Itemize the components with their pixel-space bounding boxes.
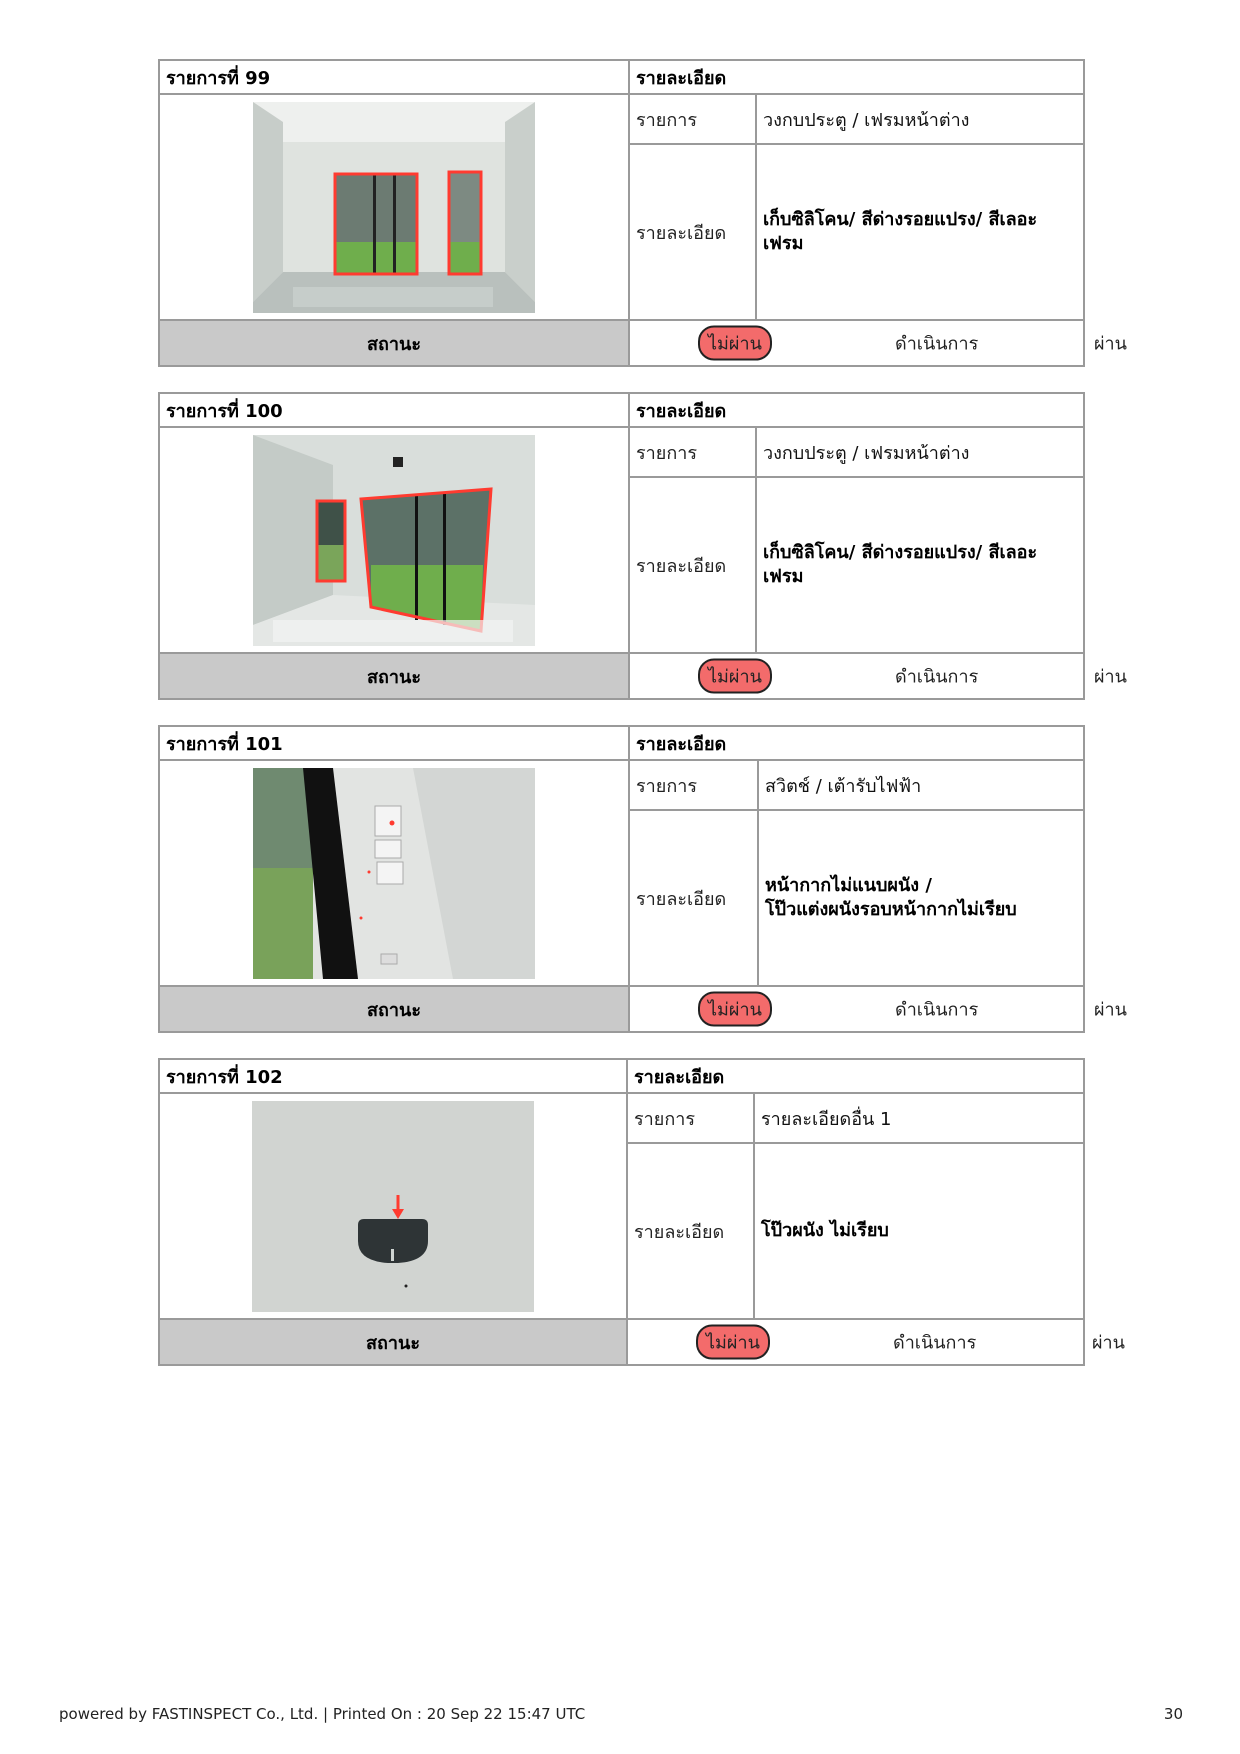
status-label: สถานะ — [160, 986, 629, 1031]
status-label: สถานะ — [160, 1319, 627, 1364]
detail-value: โป๊วผนัง ไม่เรียบ — [754, 1143, 1083, 1319]
detail-line-2: โป๊วแต่งผนังรอบหน้ากากไม่เรียบ — [765, 899, 1017, 920]
item-label: รายการ — [629, 427, 756, 477]
detail-header: รายละเอียด — [627, 1060, 1083, 1093]
status-in-progress[interactable]: ดำเนินการ — [893, 1332, 977, 1354]
item-title: รายการที่ 100 — [160, 394, 629, 427]
status-label: สถานะ — [160, 653, 629, 698]
status-pass[interactable]: ผ่าน — [1094, 333, 1127, 355]
item-value: รายละเอียดอื่น 1 — [754, 1093, 1083, 1143]
item-value: วงกบประตู / เฟรมหน้าต่าง — [756, 427, 1083, 477]
status-area — [629, 986, 1127, 1031]
photo-cell — [160, 1093, 627, 1319]
wall-lamp-photo[interactable] — [252, 1101, 534, 1312]
detail-label: รายละเอียด — [629, 810, 758, 986]
detail-header: รายละเอียด — [629, 727, 1083, 760]
item-value: วงกบประตู / เฟรมหน้าต่าง — [756, 94, 1083, 144]
status-pass[interactable]: ผ่าน — [1094, 666, 1127, 688]
item-label: รายการ — [627, 1093, 754, 1143]
status-fail-badge[interactable]: ไม่ผ่าน — [696, 1325, 770, 1360]
status-area — [627, 1319, 1125, 1364]
item-title: รายการที่ 101 — [160, 727, 629, 760]
status-fail-badge[interactable]: ไม่ผ่าน — [698, 992, 772, 1027]
item-label: รายการ — [629, 760, 758, 810]
status-pass[interactable]: ผ่าน — [1092, 1332, 1125, 1354]
detail-header: รายละเอียด — [629, 394, 1083, 427]
room-sliding-door-photo[interactable] — [253, 102, 535, 313]
item-title: รายการที่ 102 — [160, 1060, 627, 1093]
wall-switch-photo[interactable] — [253, 768, 535, 979]
photo-cell — [160, 94, 629, 320]
detail-value: เก็บซิลิโคน/ สีด่างรอยแปรง/ สีเลอะเฟรม — [756, 477, 1083, 653]
inspection-item-100 — [158, 392, 1127, 700]
item-label: รายการ — [629, 94, 756, 144]
detail-label: รายละเอียด — [627, 1143, 754, 1319]
room-corner-window-photo[interactable] — [253, 435, 535, 646]
detail-label: รายละเอียด — [629, 477, 756, 653]
photo-cell — [160, 427, 629, 653]
detail-header: รายละเอียด — [629, 61, 1083, 94]
status-fail-badge[interactable]: ไม่ผ่าน — [698, 326, 772, 361]
page-number: 30 — [1163, 1705, 1183, 1723]
detail-line-1: หน้ากากไม่แนบผนัง / — [765, 874, 932, 896]
status-area — [629, 653, 1127, 698]
footer-credit: powered by FASTINSPECT Co., Ltd. | Printed On : 20 Sep 22 15:47 UTC — [59, 1705, 586, 1723]
inspection-item-101 — [158, 725, 1127, 1033]
status-label: สถานะ — [160, 320, 629, 365]
status-pass[interactable]: ผ่าน — [1094, 999, 1127, 1021]
status-area — [629, 320, 1127, 365]
status-in-progress[interactable]: ดำเนินการ — [895, 666, 979, 688]
item-value: สวิตช์ / เต้ารับไฟฟ้า — [758, 760, 1083, 810]
detail-value: เก็บซิลิโคน/ สีด่างรอยแปรง/ สีเลอะเฟรม — [756, 144, 1083, 320]
inspection-item-102 — [158, 1058, 1125, 1366]
inspection-item-99 — [158, 59, 1127, 367]
photo-cell — [160, 760, 629, 986]
status-in-progress[interactable]: ดำเนินการ — [895, 999, 979, 1021]
detail-label: รายละเอียด — [629, 144, 756, 320]
detail-value — [758, 810, 1083, 986]
status-fail-badge[interactable]: ไม่ผ่าน — [698, 659, 772, 694]
item-title: รายการที่ 99 — [160, 61, 629, 94]
status-in-progress[interactable]: ดำเนินการ — [895, 333, 979, 355]
